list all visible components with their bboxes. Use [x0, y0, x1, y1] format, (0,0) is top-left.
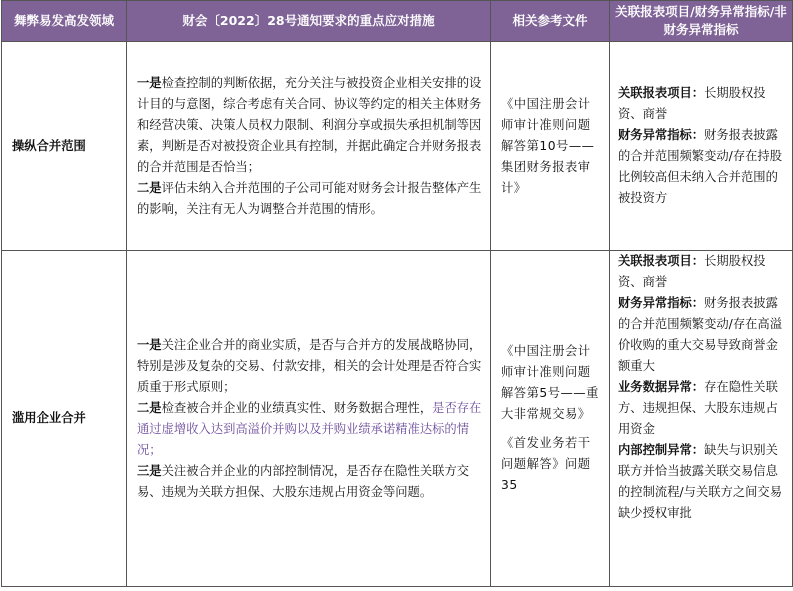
measures-cell: [127, 251, 491, 587]
indicator-item: 财务异常指标：财务报表披露的合并范围频繁变动/存在高溢价收购的重大交易导致商誉金额重大: [618, 296, 783, 373]
measure-item: 二是检查被合并企业的业绩真实性、财务数据合理性，是否存在通过虚增收入达到高溢价并购以及并购业绩承诺精准达标的情况；: [137, 400, 482, 457]
indicator-item: 业务数据异常：存在隐性关联方、违规担保、大股东违规占用资金: [618, 380, 778, 436]
reference-cell: [491, 42, 610, 251]
header-references: 相关参考文件: [491, 1, 610, 42]
header-area: 舞弊易发高发领域: [2, 1, 127, 42]
reference-cell: [491, 251, 610, 587]
indicator-item: 财务异常指标：财务报表披露的合并范围频繁变动/存在持股比例较高但未纳入合并范围的被投资方: [618, 128, 783, 205]
fraud-measures-table: [1, 0, 793, 587]
measure-item: 一是关注企业合并的商业实质，是否与合并方的发展战略协同，特别是涉及复杂的交易、付款安排，相关的会计处理是否符合实质重于形式原则；: [137, 337, 482, 394]
header-measures: 财会〔2022〕28号通知要求的重点应对措施: [127, 1, 491, 42]
area-cell: 滥用企业合并: [2, 251, 127, 587]
indicator-item: 关联报表项目：长期股权投资、商誉: [618, 86, 766, 121]
measures-cell: [127, 42, 491, 251]
header-row: [2, 1, 793, 42]
header-indicators: 关联报表项目/财务异常指标/非财务异常指标: [610, 1, 793, 42]
reference-doc: 《中国注册会计师审计准则问题解答第5号——重大非常规交易》: [501, 344, 599, 421]
highlighted-text: 是否存在通过虚增收入达到高溢价并购以及并购业绩承诺精准达标的情况；: [137, 400, 482, 457]
reference-doc: 《首发业务若干问题解答》问题35: [501, 436, 591, 492]
indicators-cell: [610, 251, 793, 587]
measure-item: 一是检查控制的判断依据，充分关注与被投资企业相关安排的设计目的与意图，综合考虑有关合同、协议等约定的相关主体财务和经营决策、决策人员权力限制、利润分享或损失承担机制等因素，判断是否对被投资企业具有控制，并据此确定合并财务报表的合并范围是否恰当；: [137, 75, 482, 174]
table-row: [2, 42, 793, 251]
area-cell: 操纵合并范围: [2, 42, 127, 251]
indicator-item: 内部控制异常：缺失与识别关联方并恰当披露关联交易信息的控制流程/与关联方之间交易缺少授权审批: [618, 443, 783, 520]
measure-item: 三是关注被合并企业的内部控制情况，是否存在隐性关联方交易、违规为关联方担保、大股东违规占用资金等问题。: [137, 463, 470, 499]
reference-doc: 《中国注册会计师审计准则问题解答第10号——集团财务报表审计》: [501, 96, 595, 195]
indicator-item: 关联报表项目：长期股权投资、商誉: [618, 254, 766, 289]
table-row: [2, 251, 793, 587]
measure-item: 二是评估未纳入合并范围的子公司可能对财务会计报告整体产生的影响，关注有无人为调整合并范围的情形。: [137, 180, 482, 216]
indicators-cell: [610, 42, 793, 251]
